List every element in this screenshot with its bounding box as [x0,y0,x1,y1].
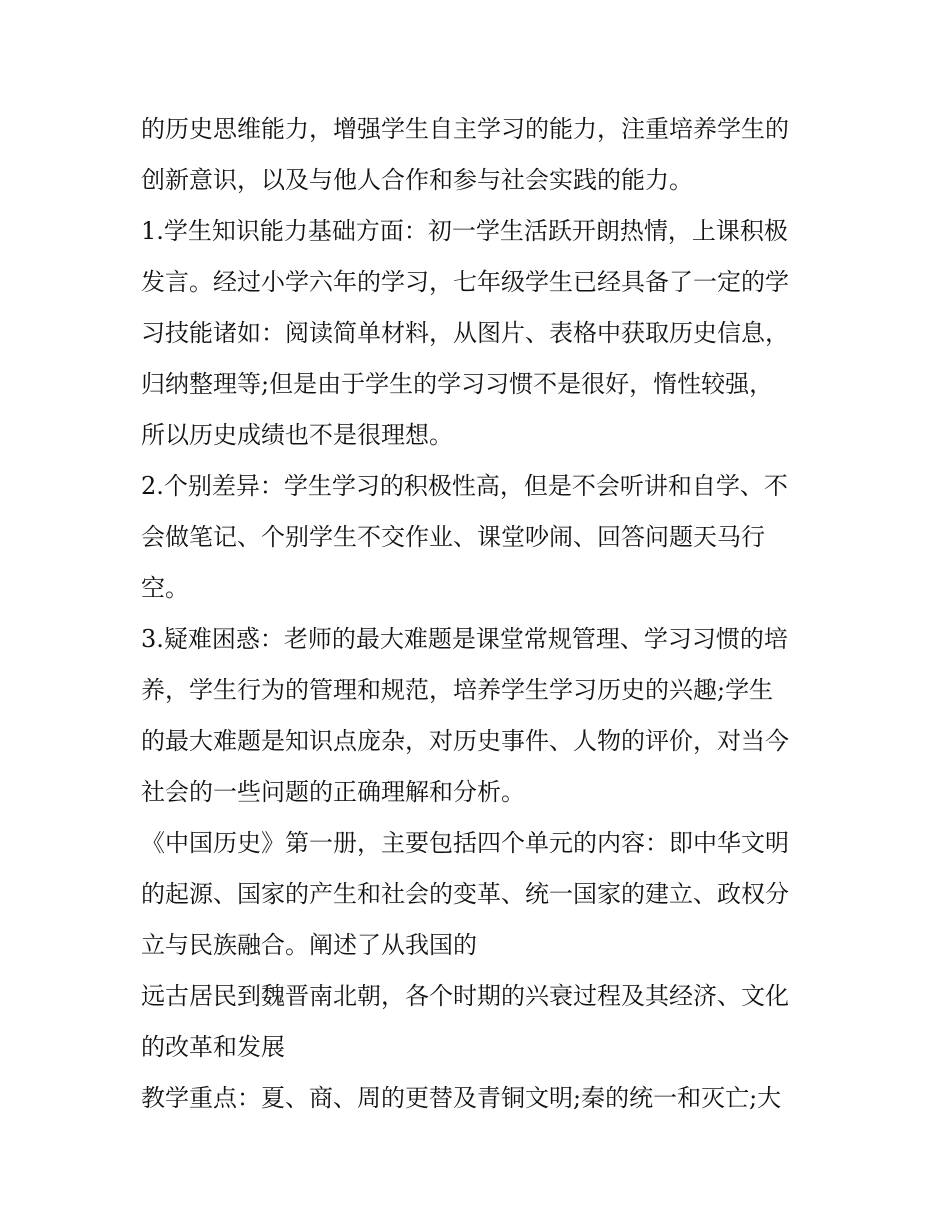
text-line: 2.个别差异：学生学习的积极性高，但是不会听讲和自学、不 [141,472,788,500]
text-line: 归纳整理等;但是由于学生的学习习惯不是很好，惰性较强， [141,370,774,398]
text-line: 社会的一些问题的正确理解和分析。 [141,778,525,806]
text-line: 会做笔记、个别学生不交作业、课堂吵闹、回答问题天马行 [141,523,765,551]
text-line: 所以历史成绩也不是很理想。 [141,421,453,449]
text-line: 3.疑难困惑：老师的最大难题是课堂常规管理、学习习惯的培 [141,625,788,653]
text-line: 发言。经过小学六年的学习，七年级学生已经具备了一定的学 [141,268,789,296]
body-text [141,104,821,1124]
text-line: 1.学生知识能力基础方面：初一学生活跃开朗热情，上课积极 [141,217,788,245]
text-line: 远古居民到魏晋南北朝，各个时期的兴衰过程及其经济、文化 [141,982,789,1010]
text-line: 的起源、国家的产生和社会的变革、统一国家的建立、政权分 [141,880,789,908]
text-line: 立与民族融合。阐述了从我国的 [141,931,477,959]
text-line: 习技能诸如：阅读简单材料，从图片、表格中获取历史信息， [141,319,789,347]
text-line: 《中国历史》第一册，主要包括四个单元的内容：即中华文明 [141,829,789,857]
text-line: 养，学生行为的管理和规范，培养学生学习历史的兴趣;学生 [141,676,774,704]
text-line: 教学重点：夏、商、周的更替及青铜文明;秦的统一和灭亡;大 [141,1084,782,1112]
text-line: 创新意识，以及与他人合作和参与社会实践的能力。 [141,166,693,194]
text-line: 的改革和发展 [141,1033,285,1061]
text-line: 空。 [141,574,189,602]
text-line: 的历史思维能力，增强学生自主学习的能力，注重培养学生的 [141,115,789,143]
text-line: 的最大难题是知识点庞杂，对历史事件、人物的评价，对当今 [141,727,789,755]
